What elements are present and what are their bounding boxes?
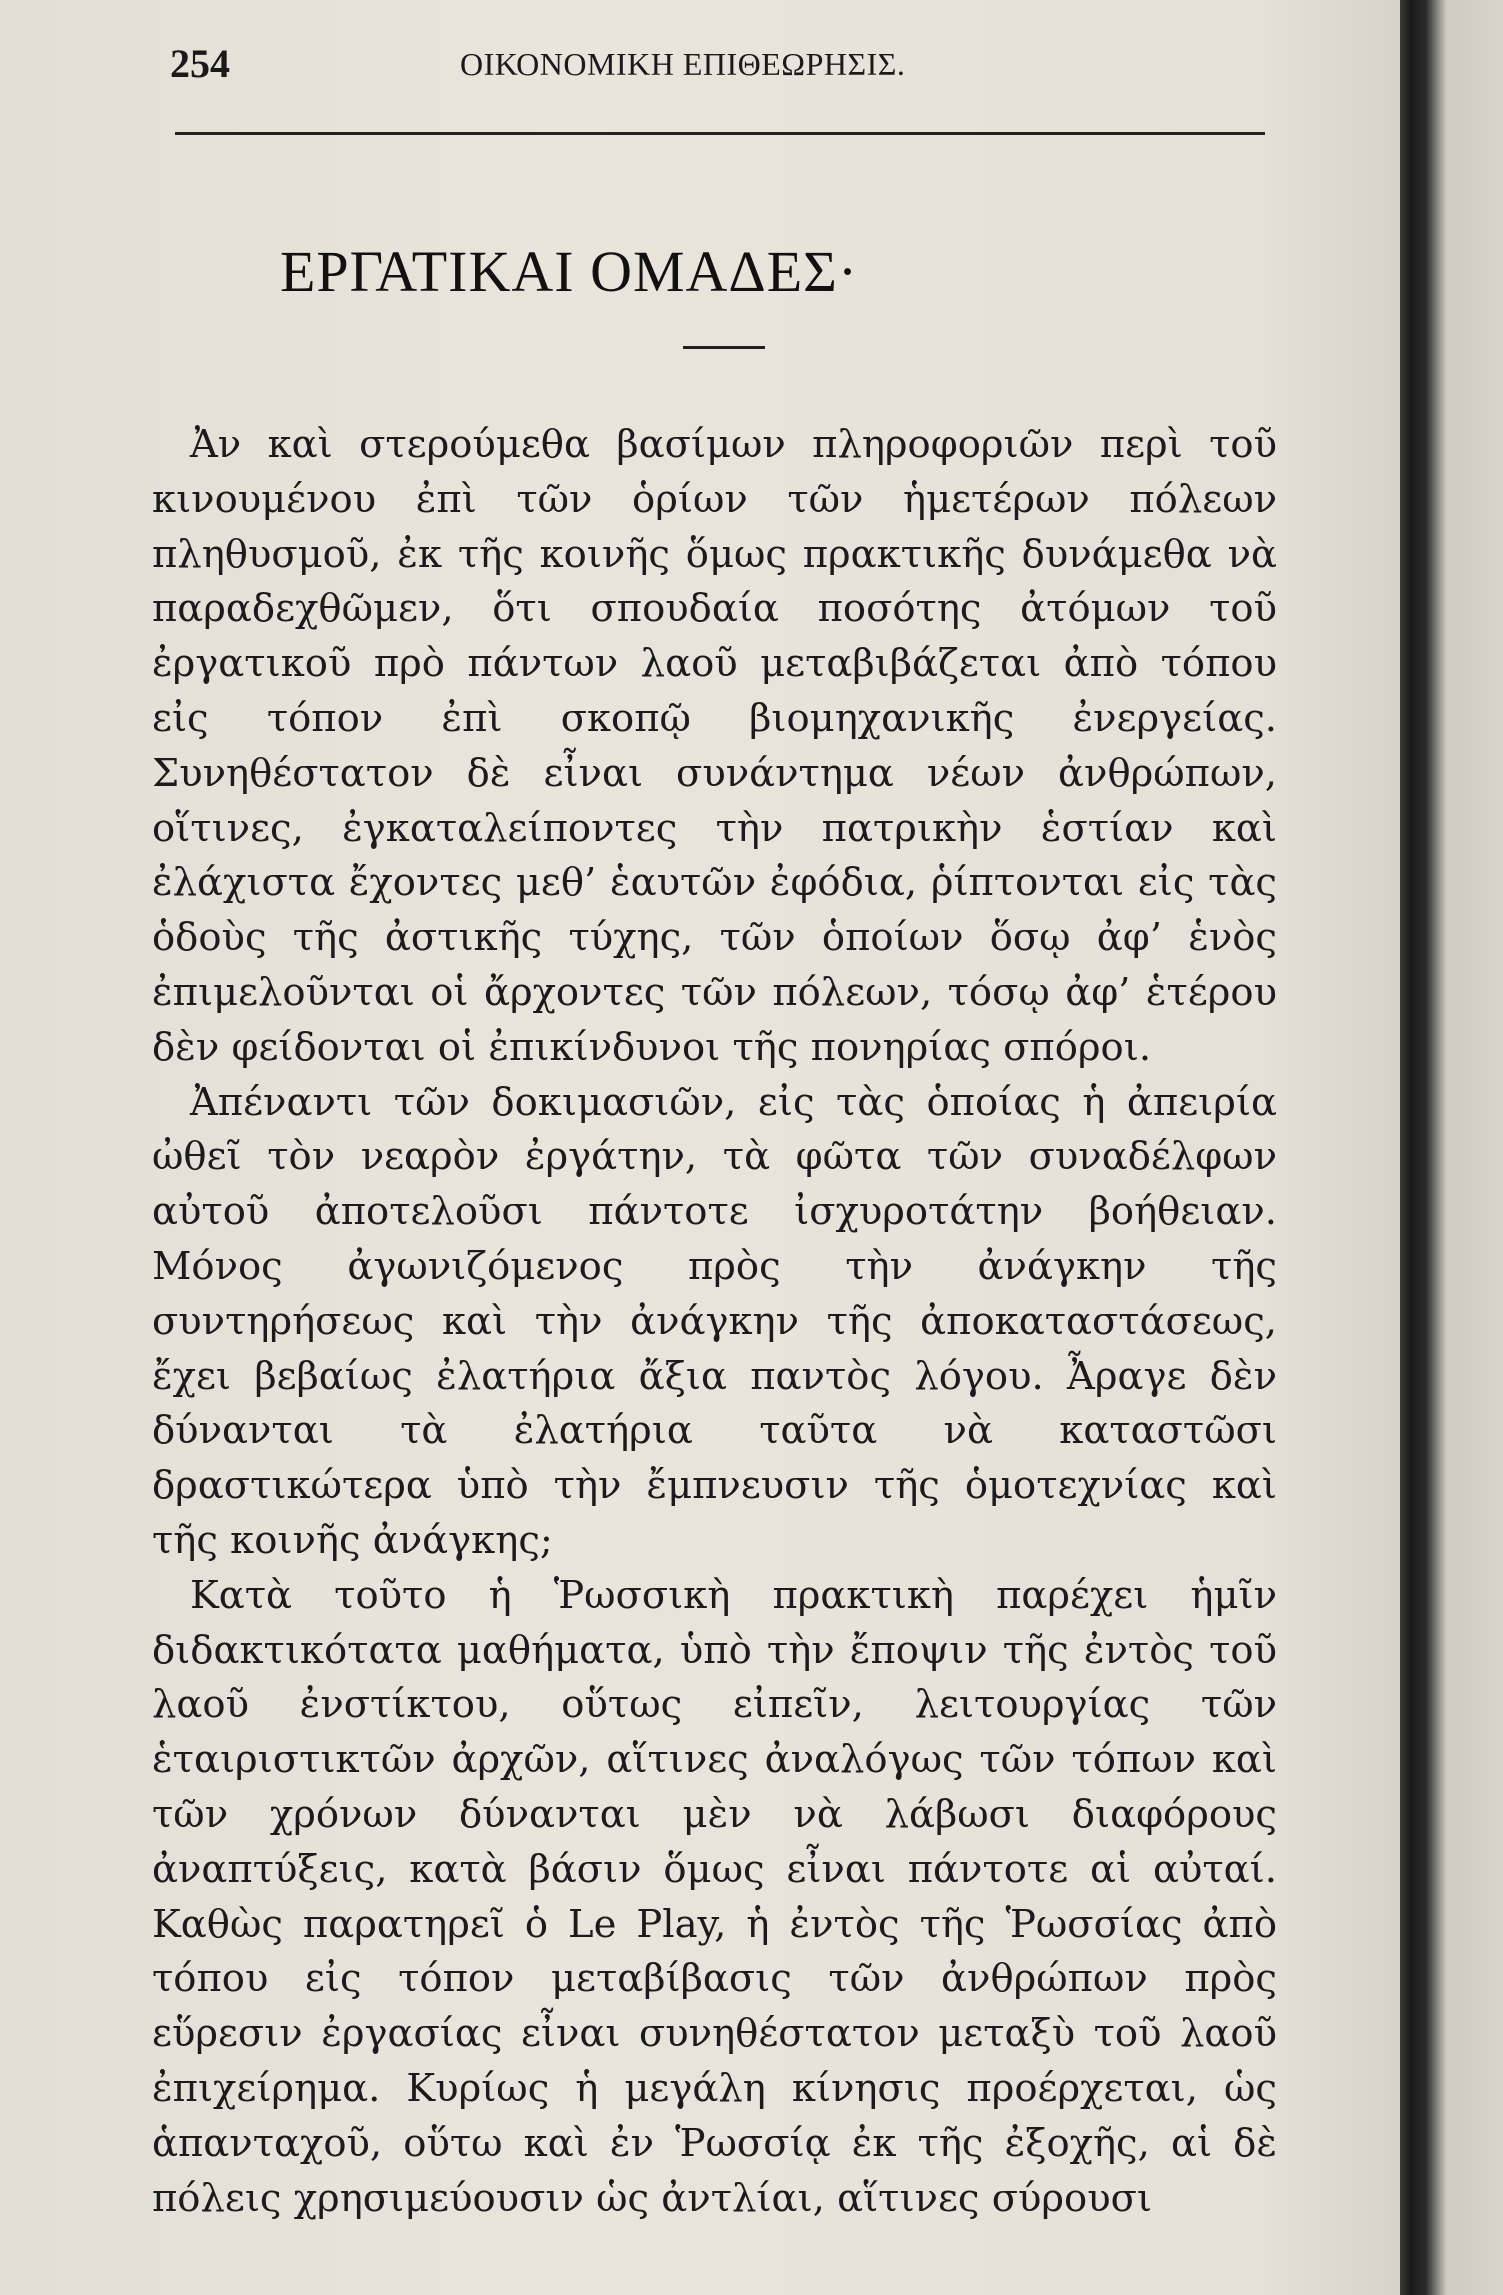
book-spine-edge [1400, 0, 1503, 2295]
body-text [152, 418, 1277, 2226]
running-title: ΟΙΚΟΝΟΜΙΚΗ ΕΠΙΘΕΩΡΗΣΙΣ. [460, 46, 906, 82]
page-header [170, 40, 1265, 100]
page-number: 254 [170, 41, 230, 86]
title-divider [683, 346, 765, 349]
paragraph: Ἀπέναντι τῶν δοκιμασιῶν, εἰς τὰς ὁποίας ἡ ἀπειρία ὠθεῖ τὸν νεαρὸν ἐργάτην, τὰ φῶτα τῶν συναδέλφων αὐτοῦ ἀποτελοῦσι πάντοτε ἰσχυροτάτην βοήθειαν. Μόνος ἀγωνιζόμενος πρὸς τὴν ἀνάγκην τῆς συντηρήσεως καὶ τὴν ἀνάγκην τῆς ἀποκαταστάσεως, ἔχει βεβαίως ἐλατήρια ἄξια παντὸς λόγου. Ἆραγε δὲν δύνανται τὰ ἐλατήρια ταῦτα νὰ καταστῶσι δραστικώτερα ὑπὸ τὴν ἔμπνευσιν τῆς ὁμοτεχνίας καὶ τῆς κοινῆς ἀνάγκης; [152, 1079, 1277, 1563]
section-title: ΕΡΓΑΤΙΚΑΙ ΟΜΑΔΕΣ· [280, 239, 859, 304]
paragraph: Κατὰ τοῦτο ἡ Ῥωσσικὴ πρακτικὴ παρέχει ἡμῖν διδακτικότατα μαθήματα, ὑπὸ τὴν ἔποψιν τῆς ἐντὸς τοῦ λαοῦ ἐνστίκτου, οὕτως εἰπεῖν, λειτουργίας τῶν ἑταιριστικτῶν ἀρχῶν, αἵτινες ἀναλόγως τῶν τόπων καὶ τῶν χρόνων δύνανται μὲν νὰ λάβωσι διαφόρους ἀναπτύξεις, κατὰ βάσιν ὅμως εἶναι πάντοτε αἱ αὐταί. Καθὼς παρατηρεῖ ὁ Le Play, ἡ ἐντὸς τῆς Ῥωσσίας ἀπὸ τόπου εἰς τόπον μεταβίβασις τῶν ἀνθρώπων πρὸς εὕρεσιν ἐργασίας εἶναι συνηθέστατον μεταξὺ τοῦ λαοῦ ἐπιχείρημα. Κυρίως ἡ μεγάλη κίνησις προέρχεται, ὡς ἁπανταχοῦ, οὕτω καὶ ἐν Ῥωσσίᾳ ἐκ τῆς ἐξοχῆς, αἱ δὲ πόλεις χρησιμεύουσιν ὡς ἀντλίαι, αἵτινες σύρουσι [152, 1572, 1277, 2221]
paragraph: Ἀν καὶ στερούμεθα βασίμων πληροφοριῶν περὶ τοῦ κινουμένου ἐπὶ τῶν ὁρίων τῶν ἡμετέρων πόλεων πληθυσμοῦ, ἐκ τῆς κοινῆς ὅμως πρακτικῆς δυνάμεθα νὰ παραδεχθῶμεν, ὅτι σπουδαία ποσότης ἀτόμων τοῦ ἐργατικοῦ πρὸ πάντων λαοῦ μεταβιβάζεται ἀπὸ τόπου εἰς τόπον ἐπὶ σκοπῷ βιομηχανικῆς ἐνεργείας. Συνηθέστατον δὲ εἶναι συνάντημα νέων ἀνθρώπων, οἵτινες, ἐγκαταλείποντες τὴν πατρικὴν ἑστίαν καὶ ἐλάχιστα ἔχοντες μεθ’ ἑαυτῶν ἐφόδια, ῥίπτονται εἰς τὰς ὁδοὺς τῆς ἀστικῆς τύχης, τῶν ὁποίων ὅσῳ ἀφ’ ἑνὸς ἐπιμελοῦνται οἱ ἄρχοντες τῶν πόλεων, τόσῳ ἀφ’ ἑτέρου δὲν φείδονται οἱ ἐπικίνδυνοι τῆς πονηρίας σπόροι. [152, 422, 1277, 1070]
header-rule [175, 132, 1265, 135]
